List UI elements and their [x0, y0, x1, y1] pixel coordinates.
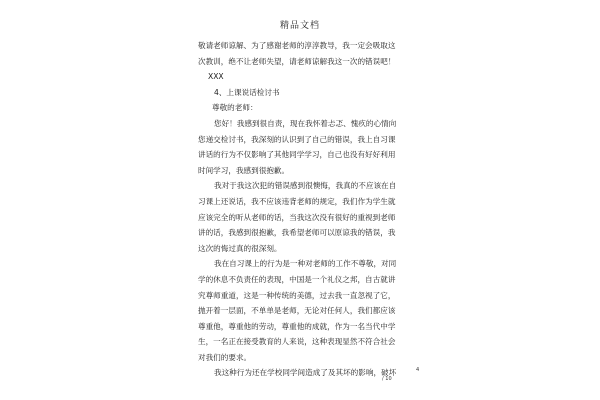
text-line: 敬请老师谅解、为了感谢老师的淳淳教导，我一定会吸取这 — [198, 41, 396, 50]
text-line: 您递交检讨书，我深刻的认识到了自己的错误，我上自习课 — [198, 134, 396, 144]
text-line: 时间学习，我感到很抱歉。 — [198, 165, 290, 175]
text-line: 4、上课说话检讨书 — [214, 87, 280, 97]
text-line: 抛开着一层面，不单单是老师，无论对任何人，我们都应该 — [198, 306, 396, 316]
text-line: 生，一名正在接受教育的人来说，这种表现显然不符合社会 — [198, 337, 396, 347]
text-line: 次教训，绝不让老师失望，请老师谅解我这一次的错误吧！ — [198, 56, 396, 66]
text-line: 对我们的要求。 — [198, 352, 252, 362]
text-line: 习课上还说话，我不应该违背老师的规定，我们作为学生就 — [198, 196, 396, 206]
text-line: 尊重他，尊重他的劳动，尊重他的成就，作为一名当代中学 — [198, 321, 396, 331]
text-line: 尊敬的老师： — [212, 103, 258, 113]
text-line: 我这种行为还在学校同学间造成了及其坏的影响，破坏 — [214, 368, 397, 378]
text-line: 究尊师重道，这是一种传统的美德，过去我一直忽视了它， — [198, 290, 396, 300]
text-line: 我对于我这次犯的错误感到很懊悔，我真的不应该在自 — [214, 181, 397, 191]
text-line: 讲话的行为不仅影响了其他同学学习，自己也没有好好利用 — [198, 150, 396, 160]
text-line: XXX — [208, 72, 224, 82]
page-footer-number: / 10 — [382, 376, 392, 382]
page-mark: 4 — [416, 367, 420, 373]
text-line: 我在自习课上的行为是一种对老师的工作不尊敬，对同 — [214, 259, 397, 269]
text-line: 学的休息不负责任的表现，中国是一个礼仪之邦，自古就讲 — [198, 274, 396, 284]
text-line: 这次的悔过真的很深刻。 — [198, 243, 282, 253]
text-line: 应该完全的听从老师的话，当我这次没有很好的重视到老师 — [198, 212, 396, 222]
text-line: 您好！我感到很自责，现在我怀着忐忑、愧疚的心情向 — [214, 118, 397, 128]
page-header-title: 精品文档 — [279, 21, 320, 31]
text-line: 讲的话，我感到很抱歉，我希望老师可以原谅我的错误，我 — [198, 228, 396, 238]
document-body — [198, 38, 412, 381]
